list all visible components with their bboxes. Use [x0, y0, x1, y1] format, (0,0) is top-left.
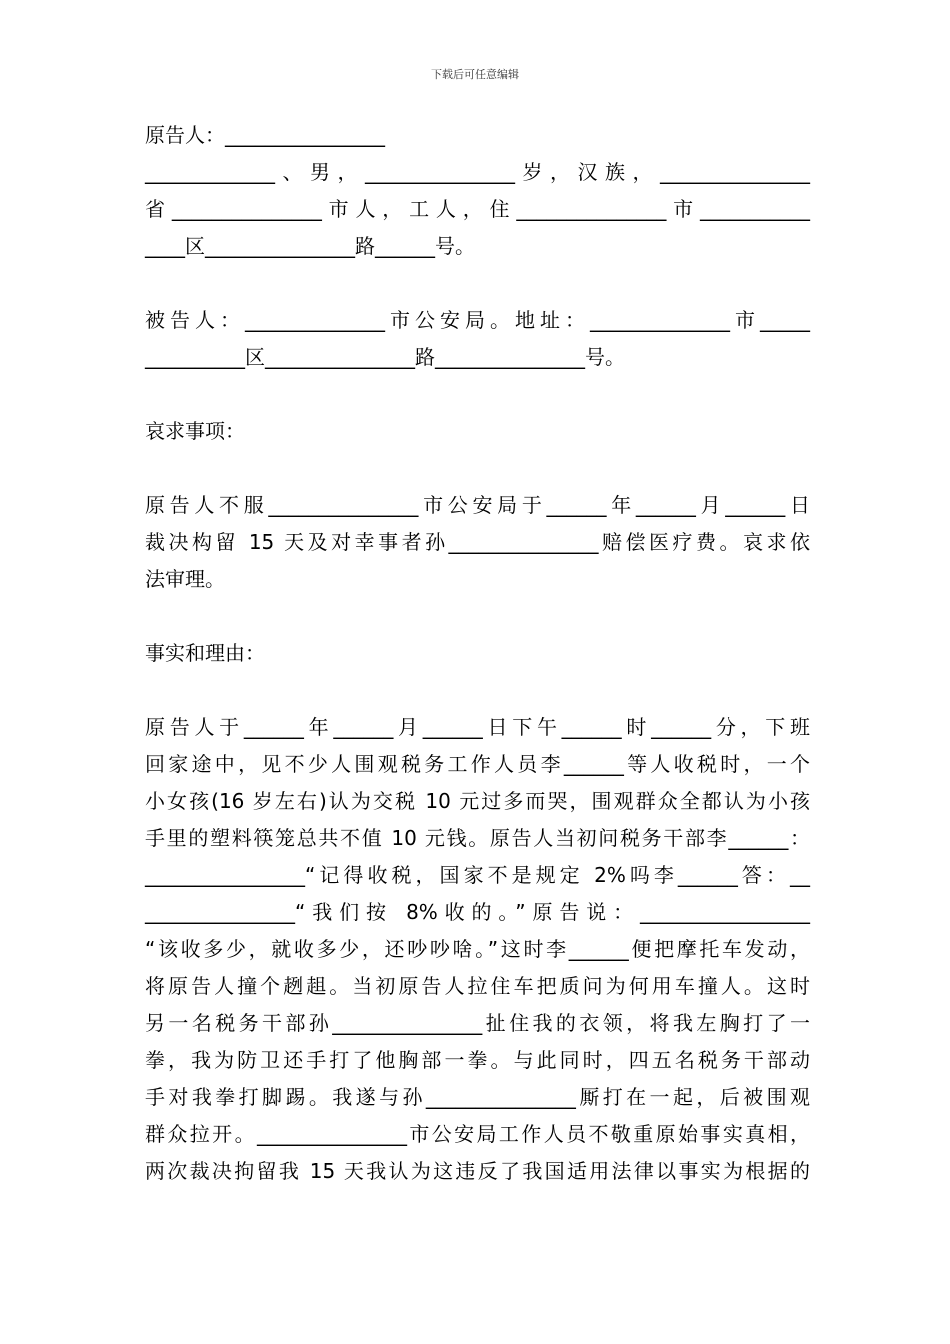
plaintiff-line: 省_______________市人，工人，住_______________市___________ [145, 197, 810, 221]
request-title: 哀求事项： [145, 419, 245, 443]
facts-title: 事实和理由： [145, 641, 265, 665]
facts-line: 手里的塑料筷笼总共不值 10 元钱。原告人当初问税务干部李______： [145, 826, 810, 850]
request-line: 裁决构留 15 天及对幸事者孙_______________赔偿医疗费。哀求依 [145, 530, 810, 554]
plaintiff-line: ____区_______________路______号。 [145, 234, 475, 258]
facts-line: 手对我拳打脚踢。我遂与孙_______________厮打在一起，后被围观 [145, 1085, 810, 1109]
facts-line: 回家途中，见不少人围观税务工作人员李______等人收税时，一个 [145, 752, 810, 776]
facts-line: “该收多少，就收多少，还吵吵啥。”这时李______便把摩托车发动， [145, 937, 810, 961]
facts-line: ________________“记得收税，国家不是规定 2%吗李______答：__ [145, 863, 810, 887]
page-header-note: 下载后可任意编辑 [431, 68, 519, 81]
plaintiff-line: 原告人：________________ [145, 123, 385, 147]
facts-line: 拳，我为防卫还手打了他胸部一拳。与此同时，四五名税务干部动 [145, 1048, 810, 1072]
defendant-section [145, 302, 810, 376]
facts-line: 两次裁决拘留我 15 天我认为这违反了我国适用法律以事实为根据的 [145, 1159, 810, 1183]
defendant-line: __________区_______________路_______________号。 [145, 345, 625, 369]
plaintiff-line: _____________、男，_______________岁，汉族，_______________ [145, 160, 810, 184]
facts-line: 将原告人撞个趔趄。当初原告人拉住车把质问为何用车撞人。这时 [145, 974, 810, 998]
facts-section [145, 709, 810, 1190]
request-line: 原告人不服_______________市公安局于______年______月______日 [145, 493, 810, 517]
facts-line: 小女孩(16 岁左右)认为交税 10 元过多而哭，围观群众全都认为小孩 [145, 789, 810, 813]
request-line: 法审理。 [145, 567, 225, 591]
facts-line: 原告人于______年______月______日下午______时______分，下班 [145, 715, 810, 739]
request-section [145, 487, 810, 598]
facts-line: 群众拉开。_______________市公安局工作人员不敬重原始事实真相， [145, 1122, 810, 1146]
defendant-line: 被告人：______________市公安局。地址：______________市_____ [145, 308, 810, 332]
facts-line: _______________“我们按 8%收的。”原告说：_________________ [145, 900, 810, 924]
document-body [145, 117, 810, 1190]
facts-line: 另一名税务干部孙_______________扯住我的衣领，将我左胸打了一 [145, 1011, 810, 1035]
plaintiff-section [145, 117, 810, 265]
